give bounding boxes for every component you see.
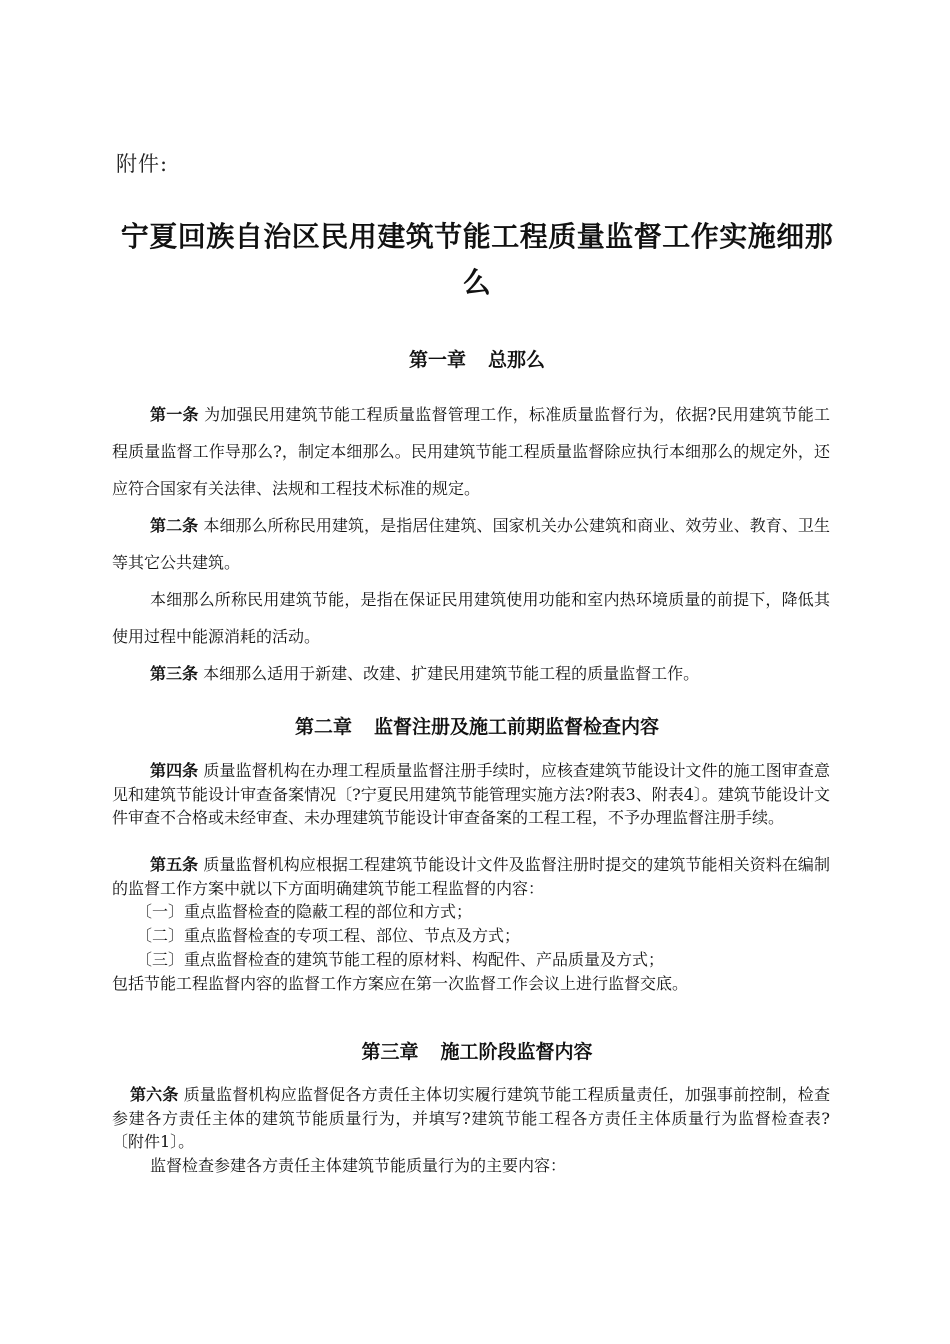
chapter-number: 第三章: [361, 1041, 419, 1063]
article-6-paragraph-2: 监督检查参建各方责任主体建筑节能质量行为的主要内容：: [150, 1156, 567, 1175]
chapter-name: 总那么: [488, 349, 546, 371]
article-5: [112, 853, 830, 900]
article-4: [112, 759, 830, 830]
article-text: 为加强民用建筑节能工程质量监督管理工作，标准质量监督行为，依据?民用建筑节能工程质量监督工作导那么?，制定本细那么。民用建筑节能工程质量监督除应执行本细那么的规定外，还应符合国家有关法律、法规和工程技术标准的规定。: [112, 405, 830, 498]
chapter-1-heading: [112, 345, 842, 372]
document-title-line-1: 宁夏回族自治区民用建筑节能工程质量监督工作实施细那: [120, 220, 834, 253]
article-6: [112, 1083, 830, 1154]
chapter-name: 监督注册及施工前期监督检查内容: [374, 716, 660, 738]
article-text: 质量监督机构应监督促各方责任主体切实履行建筑节能工程质量责任，加强事前控制，检查参建各方责任主体的建筑节能质量行为，并填写?建筑节能工程各方责任主体质量行为监督检查表?〔附件1〕。: [112, 1085, 830, 1151]
article-3: [112, 655, 830, 692]
article-5-item-2: 〔二〕重点监督检查的专项工程、部位、节点及方式；: [136, 926, 521, 945]
article-1: [112, 396, 830, 507]
article-text: 本细那么适用于新建、改建、扩建民用建筑节能工程的质量监督工作。: [203, 664, 700, 683]
document-title: [112, 214, 842, 306]
article-text: 质量监督机构应根据工程建筑节能设计文件及监督注册时提交的建筑节能相关资料在编制的监督工作方案中就以下方面明确建筑节能工程监督的内容：: [112, 855, 830, 898]
chapter-3-heading: [112, 1037, 842, 1064]
article-label: 第三条: [150, 664, 199, 683]
article-2-paragraph-2: 本细那么所称民用建筑节能，是指在保证民用建筑使用功能和室内热环境质量的前提下，降低其使用过程中能源消耗的活动。: [112, 590, 830, 646]
chapter-number: 第一章: [408, 349, 466, 371]
article-text: 质量监督机构在办理工程质量监督注册手续时，应核查建筑节能设计文件的施工图审查意见和建筑节能设计审查备案情况〔?宁夏民用建筑节能管理实施方法?附表3、附表4〕。建筑节能设计文件审查不合格或未经审查、未办理建筑节能设计审查备案的工程工程，不予办理监督注册手续。: [112, 761, 830, 827]
article-5-item-3: 〔三〕重点监督检查的建筑节能工程的原材料、构配件、产品质量及方式；: [136, 950, 665, 969]
article-2: [112, 507, 830, 581]
attachment-label: 附件:: [116, 152, 169, 176]
article-label: 第二条: [150, 516, 199, 535]
article-label: 第四条: [150, 761, 199, 780]
article-label: 第五条: [150, 855, 199, 874]
article-5-item-1: 〔一〕重点监督检查的隐蔽工程的部位和方式；: [136, 902, 473, 921]
article-text: 本细那么所称民用建筑，是指居住建筑、国家机关办公建筑和商业、效劳业、教育、卫生等其它公共建筑。: [112, 516, 830, 572]
chapter-number: 第二章: [294, 716, 352, 738]
document-title-line-2: 么: [462, 266, 492, 299]
chapter-2-heading: [112, 712, 842, 739]
article-5-closing: 包括节能工程监督内容的监督工作方案应在第一次监督工作会议上进行监督交底。: [112, 974, 689, 993]
article-label: 第一条: [150, 405, 199, 424]
article-label: 第六条: [130, 1085, 179, 1104]
chapter-name: 施工阶段监督内容: [440, 1041, 593, 1063]
